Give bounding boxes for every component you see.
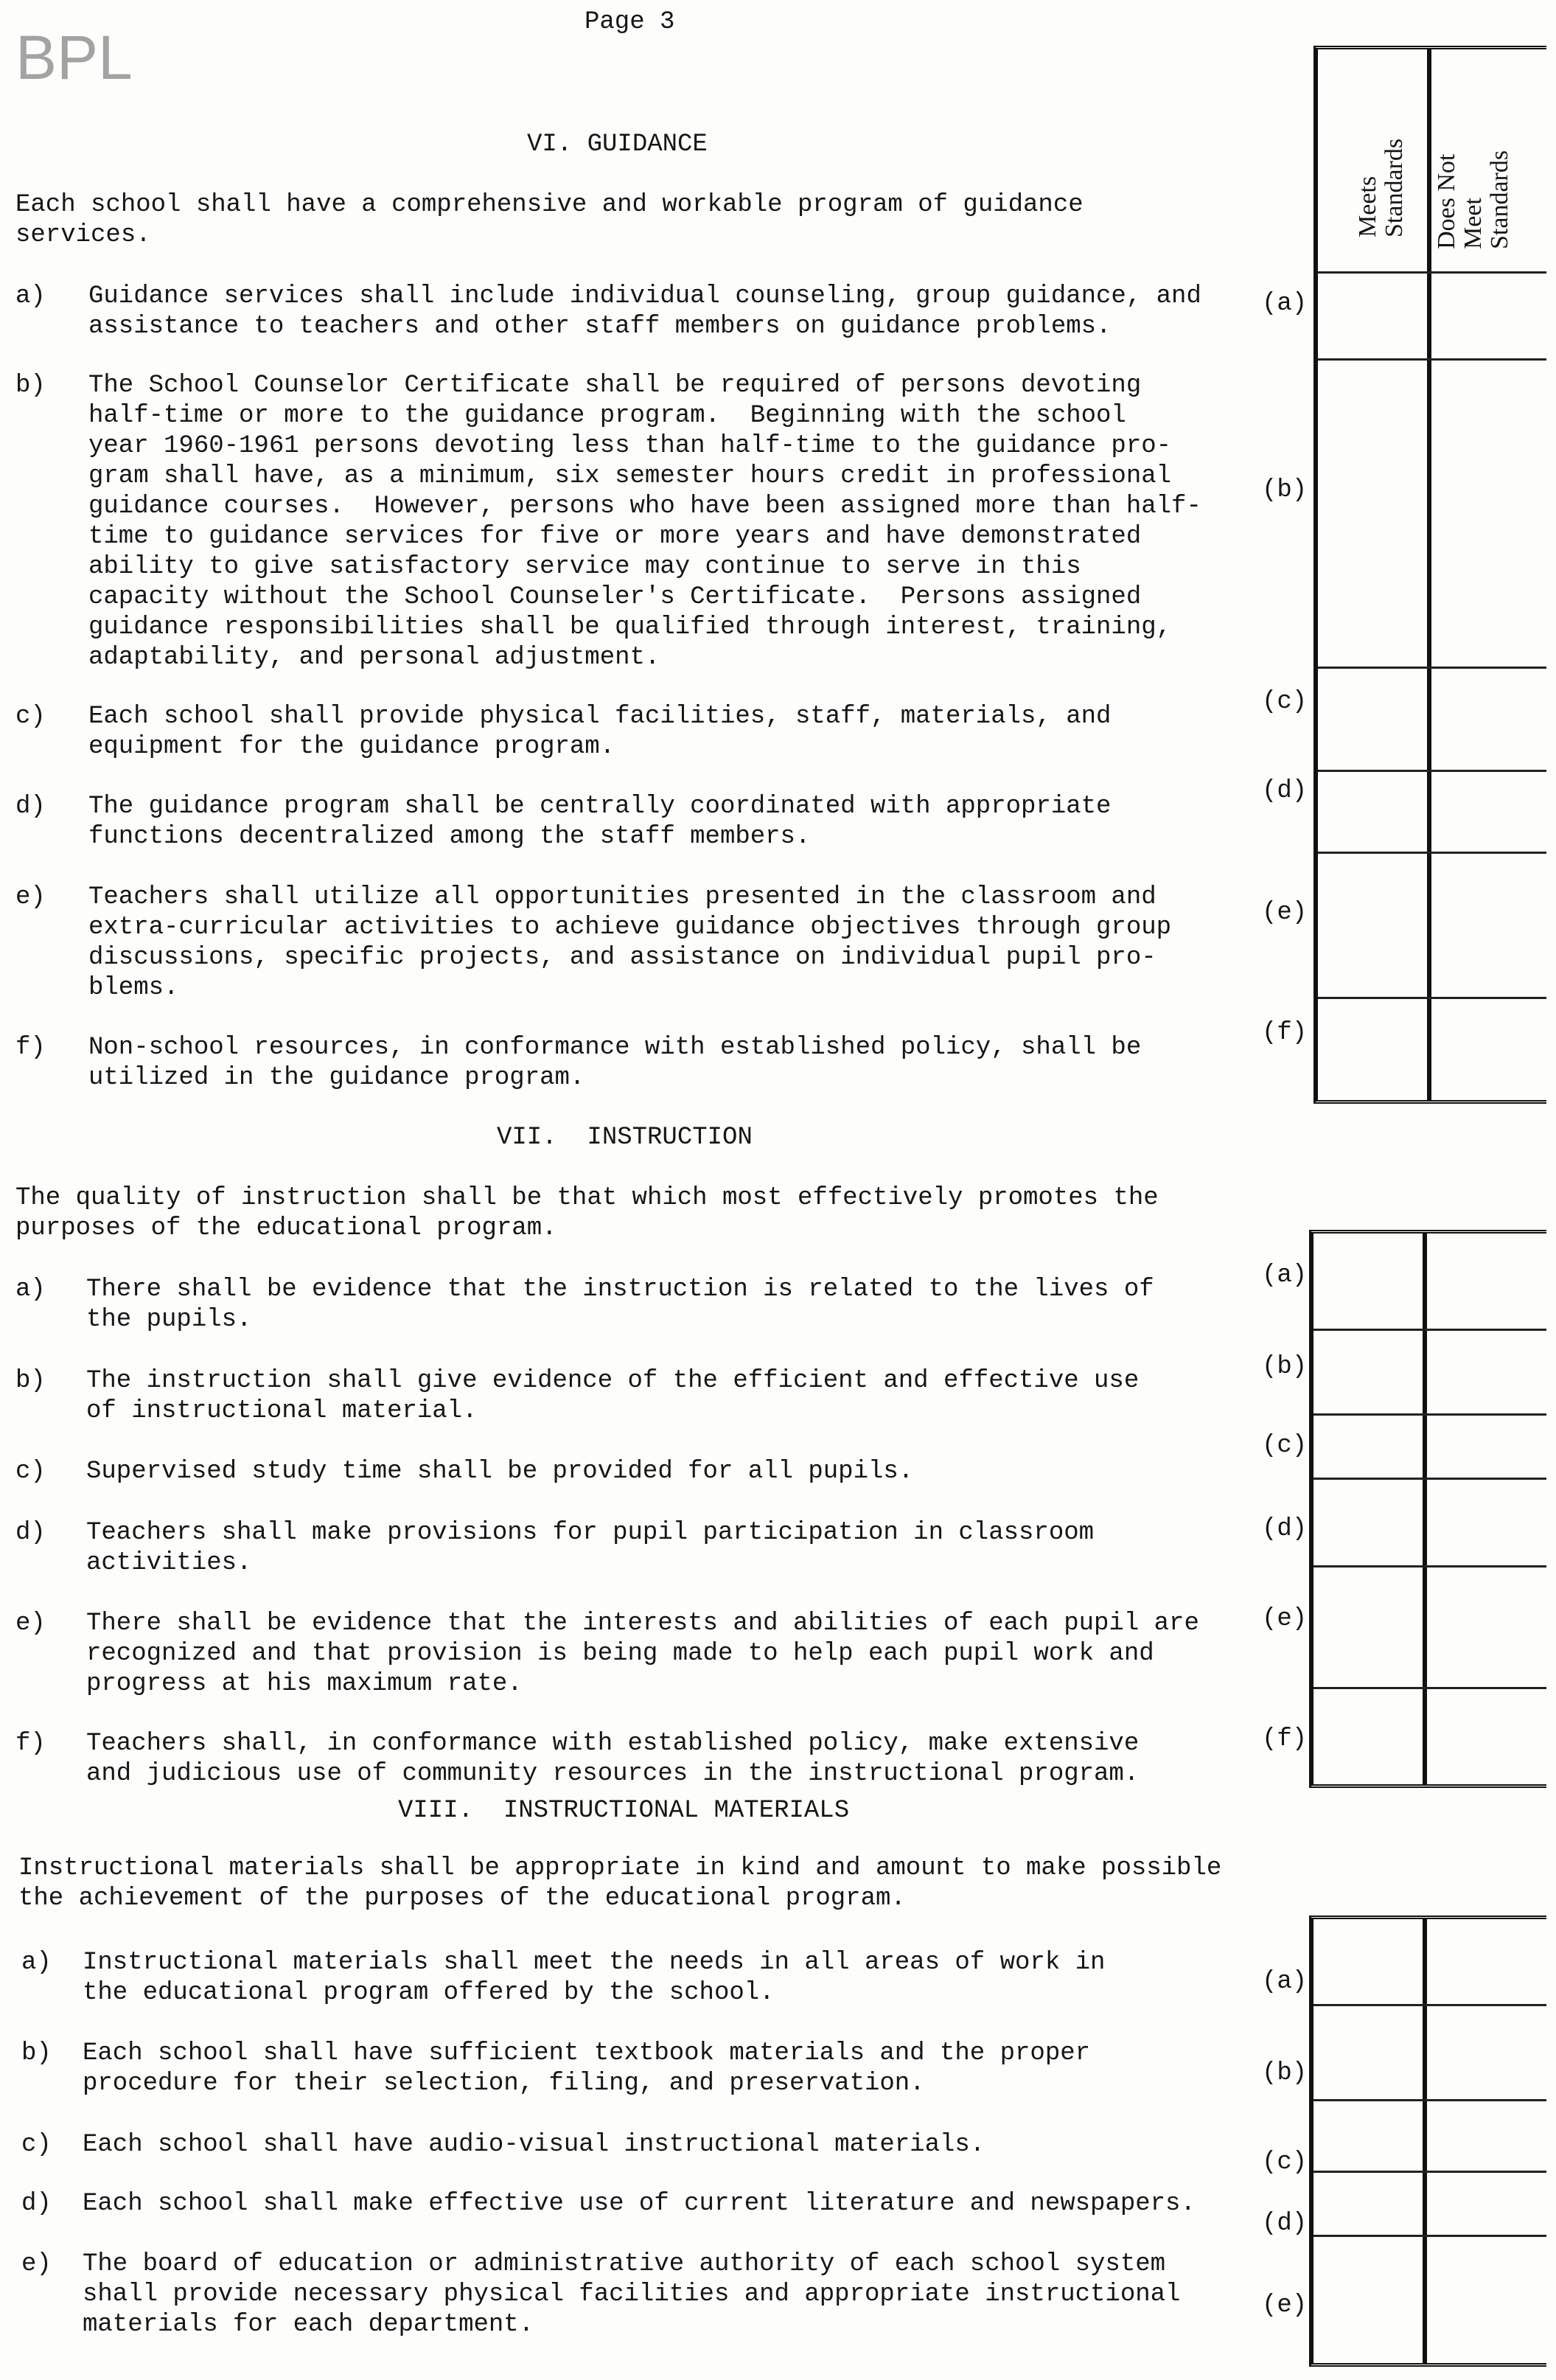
meets-standards-checkbox-cell[interactable] — [1322, 999, 1427, 1100]
meets-standards-checkbox-cell[interactable] — [1322, 772, 1427, 852]
item-text: Supervised study time shall be provided for all pupils. — [86, 1458, 914, 1486]
item-text: Guidance services shall include individual counseling, group guidance, and assistance to teachers and other staff members on guidance problems. — [88, 282, 1201, 341]
meets-standards-checkbox-cell[interactable] — [1318, 2101, 1423, 2171]
item-marker: (e) — [1262, 899, 1308, 927]
item-text: Teachers shall make provisions for pupil participation in classroom activities. — [86, 1519, 1095, 1577]
item-marker: (c) — [1262, 1432, 1308, 1460]
meets-standards-checkbox-cell[interactable] — [1318, 1480, 1423, 1565]
item-text: The board of education or administrative authority of each school system shall provide necessary physical facilities and appropriate instructional materials for each department. — [83, 2250, 1181, 2339]
does-not-meet-checkbox-cell[interactable] — [1431, 999, 1546, 1100]
item-text: There shall be evidence that the instruction is related to the lives of the pupils. — [86, 1276, 1154, 1334]
item-text: Non-school resources, in conformance with established policy, shall be utilized in the guidance program. — [88, 1034, 1142, 1092]
item-marker: (e) — [1262, 2292, 1308, 2320]
meets-standards-checkbox-cell[interactable] — [1322, 274, 1427, 358]
meets-standards-checkbox-cell[interactable] — [1318, 2173, 1423, 2235]
does-not-meet-checkbox-cell[interactable] — [1427, 1416, 1546, 1478]
item-marker: (d) — [1262, 1515, 1308, 1543]
item-label: f) — [15, 1730, 46, 1758]
does-not-meet-checkbox-cell[interactable] — [1427, 2101, 1546, 2171]
does-not-meet-checkbox-cell[interactable] — [1431, 274, 1546, 358]
item-marker: (b) — [1262, 2059, 1308, 2087]
section-intro: Instructional materials shall be appropriate in kind and amount to make possible the achievement of the purposes of the educational program. — [18, 1854, 1222, 1913]
item-marker: (b) — [1262, 476, 1308, 504]
item-text: Each school shall have sufficient textbook materials and the proper procedure for their selection, filing, and preservation. — [83, 2039, 1091, 2098]
meets-standards-checkbox-cell[interactable] — [1318, 1689, 1423, 1784]
item-label: e) — [21, 2250, 52, 2278]
item-label: a) — [21, 1949, 52, 1977]
does-not-meet-checkbox-cell[interactable] — [1427, 1921, 1546, 2004]
meets-standards-checkbox-cell[interactable] — [1318, 2006, 1423, 2099]
meets-standards-checkbox-cell[interactable] — [1318, 1416, 1423, 1478]
meets-standards-checkbox-cell[interactable] — [1322, 361, 1427, 667]
meets-standards-header: Meets Standards — [1354, 138, 1408, 237]
bpl-watermark: BPL — [15, 23, 133, 92]
item-label: d) — [21, 2190, 52, 2218]
item-marker: (a) — [1262, 1262, 1308, 1290]
item-label: f) — [15, 1034, 46, 1062]
page-number: Page 3 — [585, 8, 675, 36]
does-not-meet-checkbox-cell[interactable] — [1427, 2237, 1546, 2363]
does-not-meet-checkbox-cell[interactable] — [1427, 1480, 1546, 1565]
item-marker: (d) — [1262, 777, 1308, 805]
item-marker: (a) — [1262, 290, 1308, 318]
item-text: The guidance program shall be centrally coordinated with appropriate functions decentralized among the staff members. — [88, 793, 1112, 851]
item-label: b) — [15, 372, 46, 400]
item-text: There shall be evidence that the interests and abilities of each pupil are recognized and that provision is being made to help each pupil work and progress at his maximum rate. — [86, 1610, 1199, 1698]
meets-standards-checkbox-cell[interactable] — [1318, 1236, 1423, 1329]
item-marker: (d) — [1262, 2210, 1308, 2238]
does-not-meet-checkbox-cell[interactable] — [1431, 854, 1546, 997]
meets-standards-checkbox-cell[interactable] — [1318, 1921, 1423, 2004]
item-text: Each school shall provide physical facilities, staff, materials, and equipment for the guidance program. — [88, 703, 1112, 761]
meets-standards-checkbox-cell[interactable] — [1318, 2237, 1423, 2363]
section-intro: Each school shall have a comprehensive and workable program of guidance services. — [15, 191, 1084, 249]
item-label: d) — [15, 1519, 46, 1547]
item-marker: (e) — [1262, 1605, 1308, 1633]
item-label: a) — [15, 1276, 46, 1304]
meets-standards-checkbox-cell[interactable] — [1322, 669, 1427, 770]
does-not-meet-checkbox-cell[interactable] — [1427, 2173, 1546, 2235]
does-not-meet-checkbox-cell[interactable] — [1427, 2006, 1546, 2099]
item-marker: (c) — [1262, 688, 1308, 716]
standards-checklist-table — [1309, 1230, 1546, 1788]
section-heading: VII. INSTRUCTION — [497, 1124, 753, 1152]
meets-standards-checkbox-cell[interactable] — [1318, 1567, 1423, 1687]
section-intro: The quality of instruction shall be that which most effectively promotes the purposes of the educational program. — [15, 1184, 1159, 1242]
item-label: c) — [15, 703, 46, 731]
item-text: Each school shall have audio-visual instructional materials. — [83, 2131, 985, 2159]
meets-standards-checkbox-cell[interactable] — [1322, 854, 1427, 997]
item-text: Instructional materials shall meet the needs in all areas of work in the educational program offered by the school. — [83, 1949, 1106, 2007]
does-not-meet-checkbox-cell[interactable] — [1431, 361, 1546, 667]
standards-checklist-table — [1309, 1916, 1546, 2367]
does-not-meet-checkbox-cell[interactable] — [1427, 1331, 1546, 1413]
section-heading: VIII. INSTRUCTIONAL MATERIALS — [398, 1797, 850, 1825]
item-label: c) — [15, 1458, 46, 1486]
item-text: Teachers shall utilize all opportunities presented in the classroom and extra-curricular activities to achieve guidance objectives through group discussions, specific projects, and assistance on individual pupil pro- blems. — [88, 883, 1172, 1002]
does-not-meet-checkbox-cell[interactable] — [1427, 1567, 1546, 1687]
item-label: d) — [15, 793, 46, 821]
does-not-meet-checkbox-cell[interactable] — [1427, 1236, 1546, 1329]
does-not-meet-checkbox-cell[interactable] — [1427, 1689, 1546, 1784]
item-text: Each school shall make effective use of current literature and newspapers. — [83, 2190, 1196, 2218]
item-text: The School Counselor Certificate shall be required of persons devoting half-time or more to the guidance program. Beginning with the school year 1960-1961 persons devoting less than half-time to the guidance pro- gram shall have, as a minimum, six semester hours credit in professional guidance courses. However, persons who have been assigned more than half- time to guidance services for five or more years and have demonstrated ability to give satisfactory service may continue to serve in this capacity without the School Counseler's Certificate. Persons assigned guidance responsibilities shall be qualified through interest, training, adaptability, and personal adjustment. — [88, 372, 1201, 672]
meets-standards-checkbox-cell[interactable] — [1318, 1331, 1423, 1413]
item-marker: (a) — [1262, 1968, 1308, 1996]
section-heading: VI. GUIDANCE — [527, 131, 708, 159]
item-label: e) — [15, 883, 46, 911]
item-text: The instruction shall give evidence of the efficient and effective use of instructional material. — [86, 1367, 1140, 1425]
item-marker: (f) — [1262, 1019, 1308, 1047]
item-marker: (f) — [1262, 1725, 1308, 1753]
item-marker: (b) — [1262, 1353, 1308, 1381]
item-label: b) — [15, 1367, 46, 1395]
item-text: Teachers shall, in conformance with established policy, make extensive and judicious use of community resources in the instructional program. — [86, 1730, 1140, 1788]
item-label: e) — [15, 1610, 46, 1638]
does-not-meet-checkbox-cell[interactable] — [1431, 772, 1546, 852]
item-label: b) — [21, 2039, 52, 2067]
does-not-meet-checkbox-cell[interactable] — [1431, 669, 1546, 770]
item-label: c) — [21, 2131, 52, 2159]
does-not-meet-standards-header: Does Not Meet Standards — [1433, 150, 1513, 249]
item-marker: (c) — [1262, 2148, 1308, 2177]
item-label: a) — [15, 282, 46, 310]
